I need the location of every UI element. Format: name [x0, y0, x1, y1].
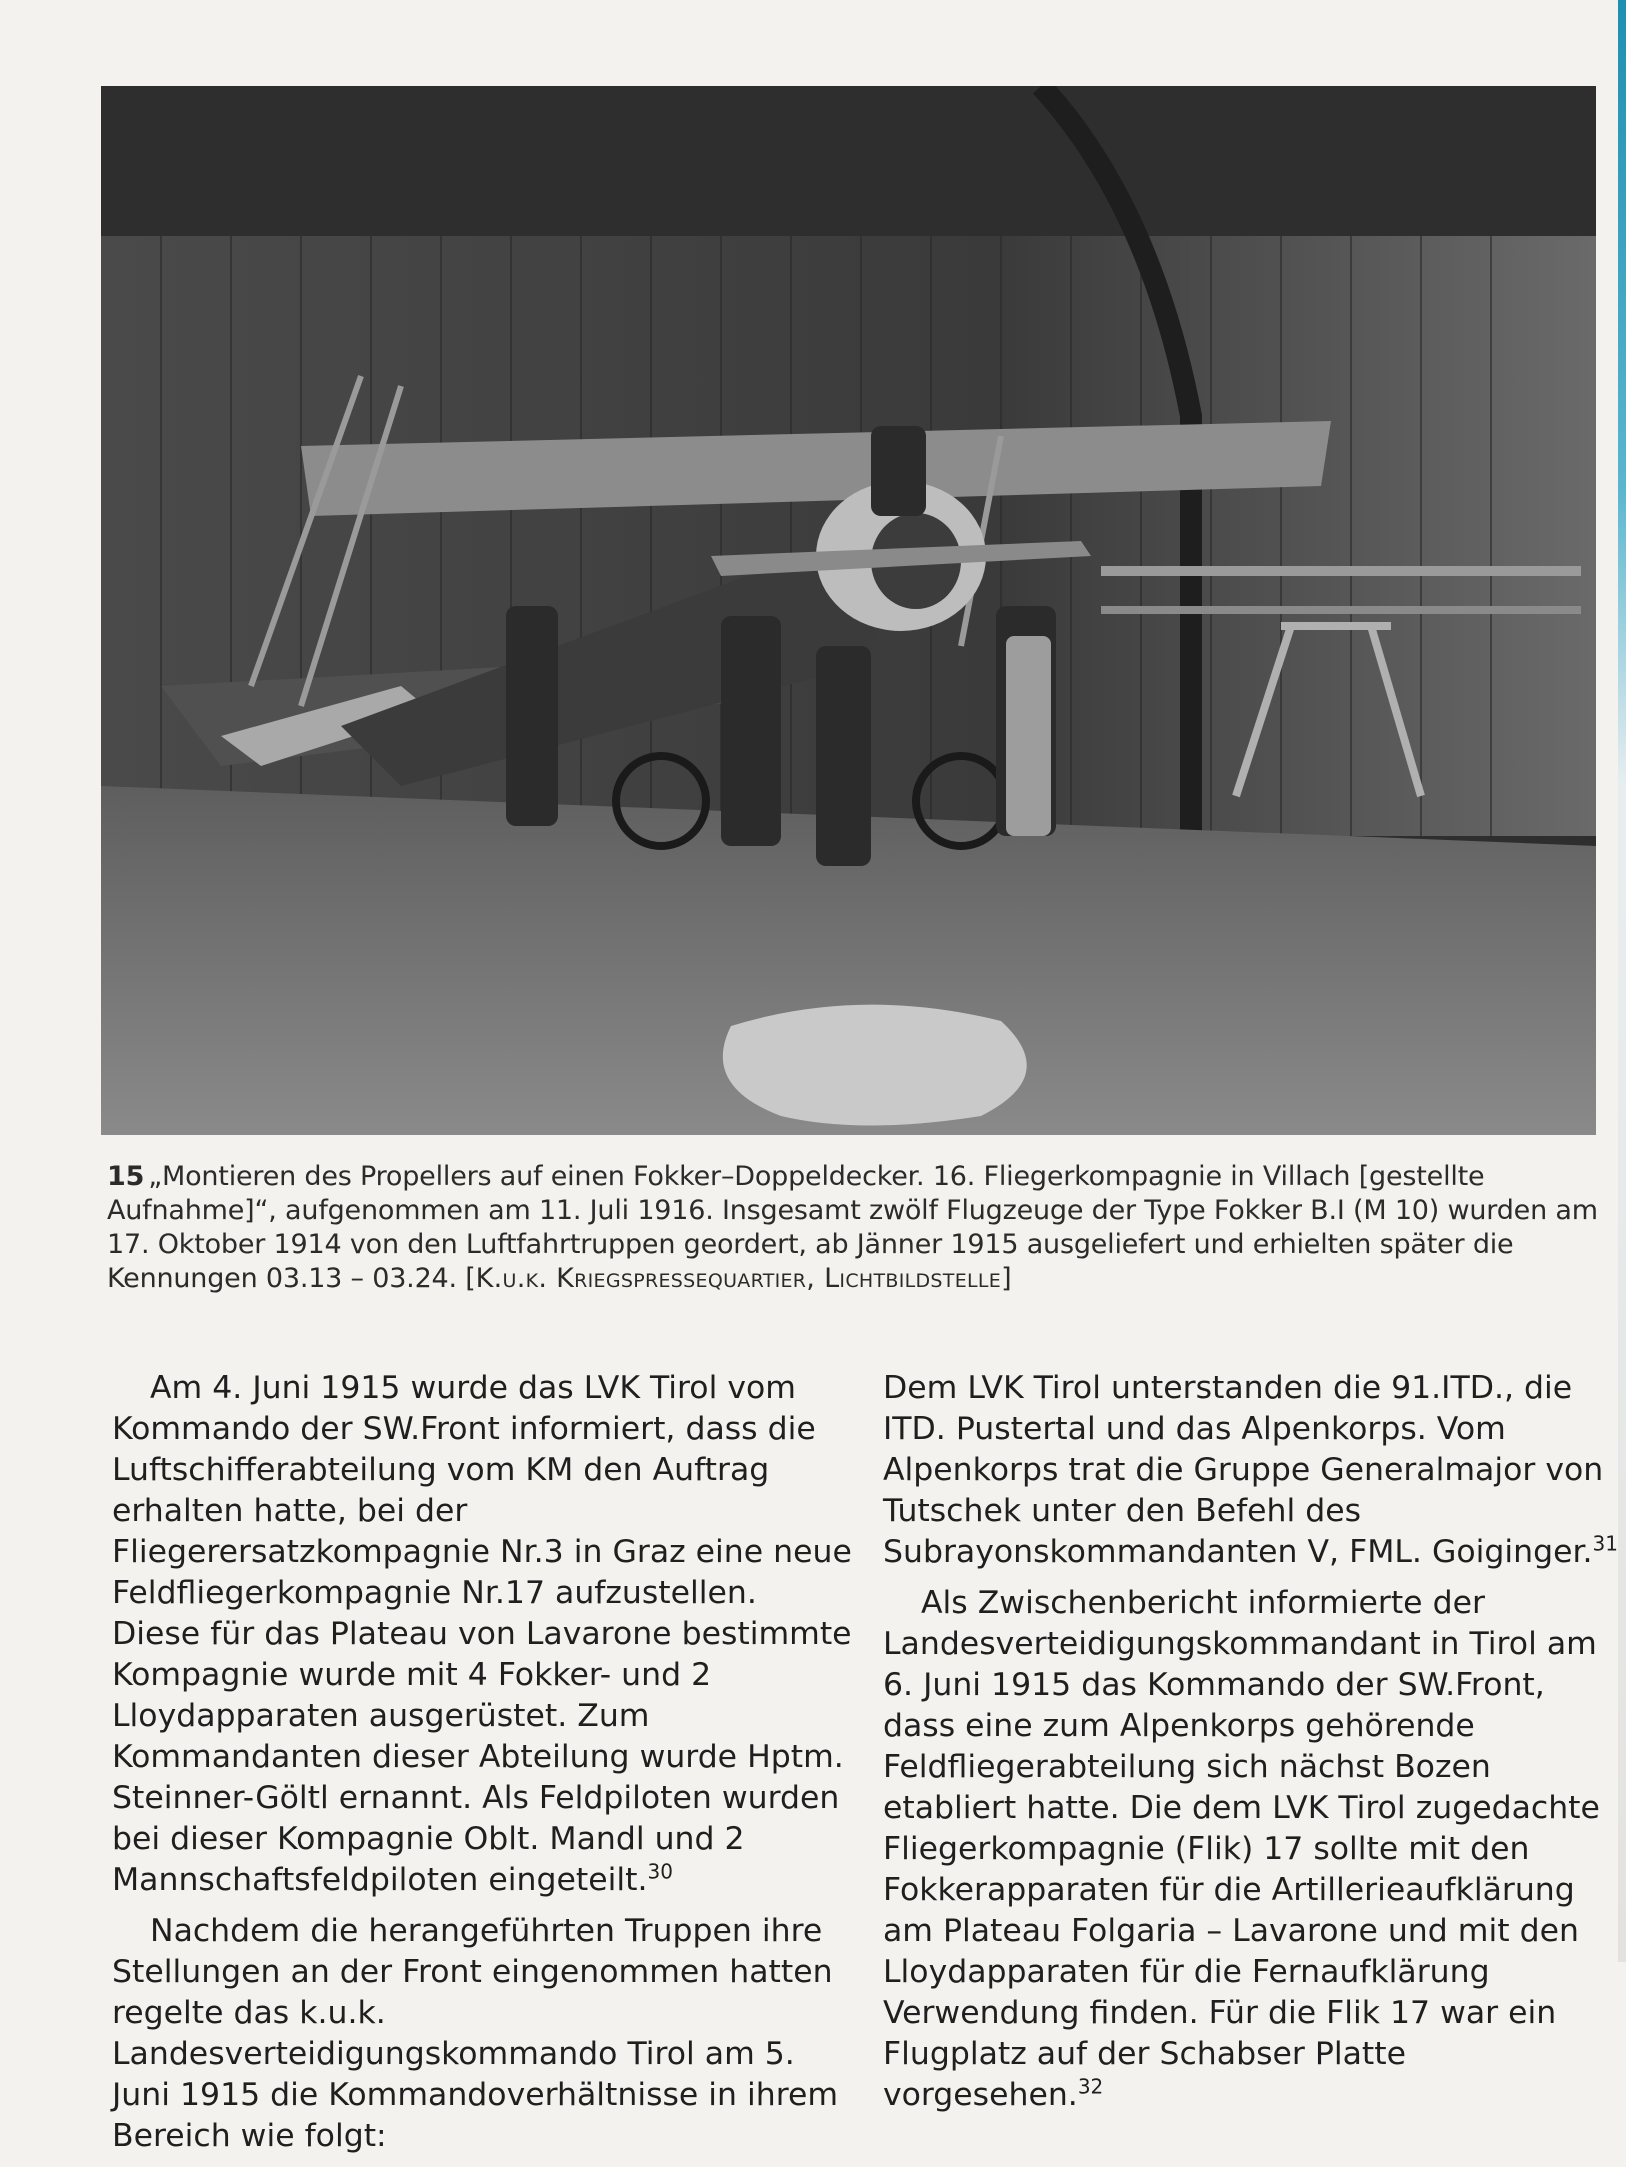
paragraph	[112, 1368, 852, 1901]
text-column-right	[883, 1368, 1623, 2126]
text-column-left	[112, 1368, 852, 2167]
footnote-ref: 31	[1592, 1531, 1618, 1556]
paragraph-text: Nachdem die herangeführten Truppen ihre Stellungen an der Front eingenommen hatten regelte das k.u.k. Landesverteidigungskommando Tirol am 5. Juni 1915 die Kommandoverhältnisse in ihrem Bereich wie folgt:	[112, 1913, 839, 2154]
paragraph-text: Am 4. Juni 1915 wurde das LVK Tirol vom Kommando der SW.Front informiert, dass die Luftschifferabteilung vom KM den Auftrag erhalten hatte, bei der Fliegerersatzkompagnie Nr.3 in Graz eine neue Feldfliegerkompagnie Nr.17 aufzustellen. Diese für das Plateau von Lavarone bestimmte Kompagnie wurde mit 4 Fokker- und 2 Lloydapparaten ausgerüstet. Zum Kommandanten dieser Abteilung wurde Hptm. Steinner-Göltl ernannt. Als Feldpiloten wurden bei dieser Kompagnie Oblt. Mandl und 2 Mannschaftsfeldpiloten eingeteilt.	[112, 1370, 852, 1898]
hangar-photo-illustration	[101, 86, 1596, 1135]
figure-photo	[101, 86, 1596, 1135]
figure-caption-text: „Montieren des Propellers auf einen Fokker–Doppeldecker. 16. Fliegerkompagnie in Villach [gestellte Aufnahme]“, aufgenommen am 11. Juli 1916. Insgesamt zwölf Flugzeuge der Type Fokker B.I (M 10) wurden am 17. Oktober 1914 von den Luftfahrtruppen geordert, ab Jänner 1915 ausgeliefert und erhielten später die Kennungen 03.13 – 03.24. [	[107, 1161, 1598, 1294]
figure-caption-credit: K.u.k. Kriegspressequartier, Lichtbildstelle	[475, 1263, 1002, 1294]
paragraph	[883, 1368, 1623, 1573]
paragraph-text: Als Zwischenbericht informierte der Landesverteidigungskommandant in Tirol am 6. Juni 1915 das Kommando der SW.Front, dass eine zum Alpenkorps gehörende Feldfliegerabteilung sich nächst Bozen etabliert hatte. Die dem LVK Tirol zugedachte Fliegerkompagnie (Flik) 17 sollte mit den Fokkerapparaten für die Artillerieaufklärung am Plateau Folgaria – Lavarone und mit den Lloydapparaten für die Fernaufklärung Verwendung finden. Für die Flik 17 war ein Flugplatz auf der Schabser Platte vorgesehen.	[883, 1585, 1600, 2113]
footnote-ref: 32	[1077, 2074, 1104, 2099]
paragraph	[112, 1911, 852, 2157]
figure-caption	[107, 1160, 1617, 1296]
figure-number: 15	[107, 1161, 145, 1192]
figure-caption-close: ]	[1001, 1263, 1012, 1294]
footnote-ref: 30	[647, 1859, 673, 1884]
paragraph	[883, 1583, 1623, 2116]
paragraph-text: Dem LVK Tirol unterstanden die 91.ITD., die ITD. Pustertal und das Alpenkorps. Vom Alpenkorps trat die Gruppe Generalmajor von Tutschek unter den Befehl des Subrayonskommandanten V, FML. Goiginger.	[883, 1370, 1604, 1570]
